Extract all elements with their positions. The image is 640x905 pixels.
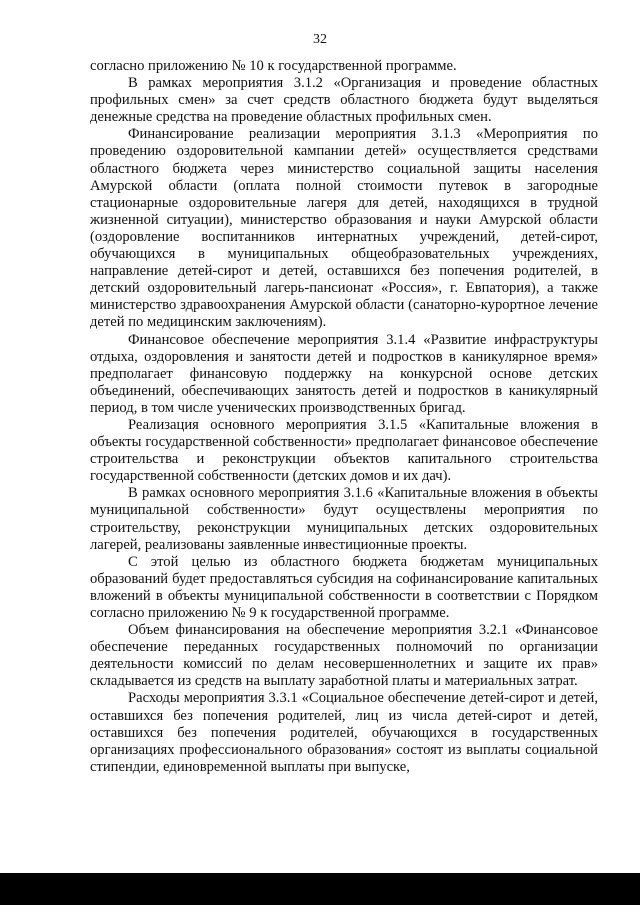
paragraph-3-2-1: Объем финансирования на обеспечение мероприятия 3.2.1 «Финансовое обеспечение переданных государственных полномочий по организации деятельности комиссий по делам несовершеннолетних и защите их прав» складывается из средств на выплату заработной платы и материальных затрат. [90, 622, 598, 690]
paragraph-subsidy: С этой целью из областного бюджета бюджетам муниципальных образований будет предоставляться субсидия на софинансирование капитальных вложений в объекты муниципальной собственности в соответствии с Порядком согласно приложению № 9 к государственной программе. [90, 553, 598, 621]
paragraph-3-1-4: Финансовое обеспечение мероприятия 3.1.4 «Развитие инфраструктуры отдыха, оздоровления и занятости детей и подростков в каникулярное время» предполагает финансовую поддержку на конкурсной основе детских объединений, обеспечивающих занятость детей и подростков в каникулярный период, в том числе ученических производственных бригад. [90, 331, 598, 416]
paragraph-3-3-1: Расходы мероприятия 3.3.1 «Социальное обеспечение детей-сирот и детей, оставшихся без попечения родителей, лиц из числа детей-сирот и детей, оставшихся без попечения родителей, обучающихся в государственных организациях профессионального образования» состоят из выплаты социальной стипендии, единовременной выплаты при выпуске, [90, 690, 598, 775]
paragraph-3-1-3: Финансирование реализации мероприятия 3.1.3 «Мероприятия по проведению оздоровительной кампании детей» осуществляется средствами областного бюджета через министерство социальной защиты населения Амурской области (оплата полной стоимости путевок в загородные стационарные оздоровительные лагеря для детей, находящихся в трудной жизненной ситуации), министерство образования и науки Амурской области (оздоровление воспитанников интернатных учреждений, детей-сирот, обучающихся в муниципальных общеобразовательных учреждениях, направление детей-сирот и детей, оставшихся без попечения родителей, в детский оздоровительный лагерь-пансионат «Россия», г. Евпатория), а также министерство здравоохранения Амурской области (санаторно-курортное лечение детей по медицинским заключениям). [90, 126, 598, 331]
paragraph-3-1-5: Реализация основного мероприятия 3.1.5 «Капитальные вложения в объекты государственной собственности» предполагает финансовое обеспечение строительства и реконструкции объектов капитального строительства государственной собственности (детских домов и их дач). [90, 416, 598, 485]
scan-border [0, 873, 640, 905]
paragraph-3-1-2: В рамках мероприятия 3.1.2 «Организация и проведение областных профильных смен» за счет средств областного бюджета будут выделяться денежные средства на проведение областных профильных смен. [90, 75, 598, 126]
document-body [90, 58, 598, 776]
paragraph-3-1-6: В рамках основного мероприятия 3.1.6 «Капитальные вложения в объекты муниципальной собственности» будут осуществлены мероприятия по строительству, реконструкции муниципальных детских оздоровительных лагерей, реализованы заявленные инвестиционные проекты. [90, 485, 598, 553]
paragraph-continuation: согласно приложению № 10 к государственной программе. [90, 58, 457, 74]
page-number: 32 [313, 32, 327, 47]
